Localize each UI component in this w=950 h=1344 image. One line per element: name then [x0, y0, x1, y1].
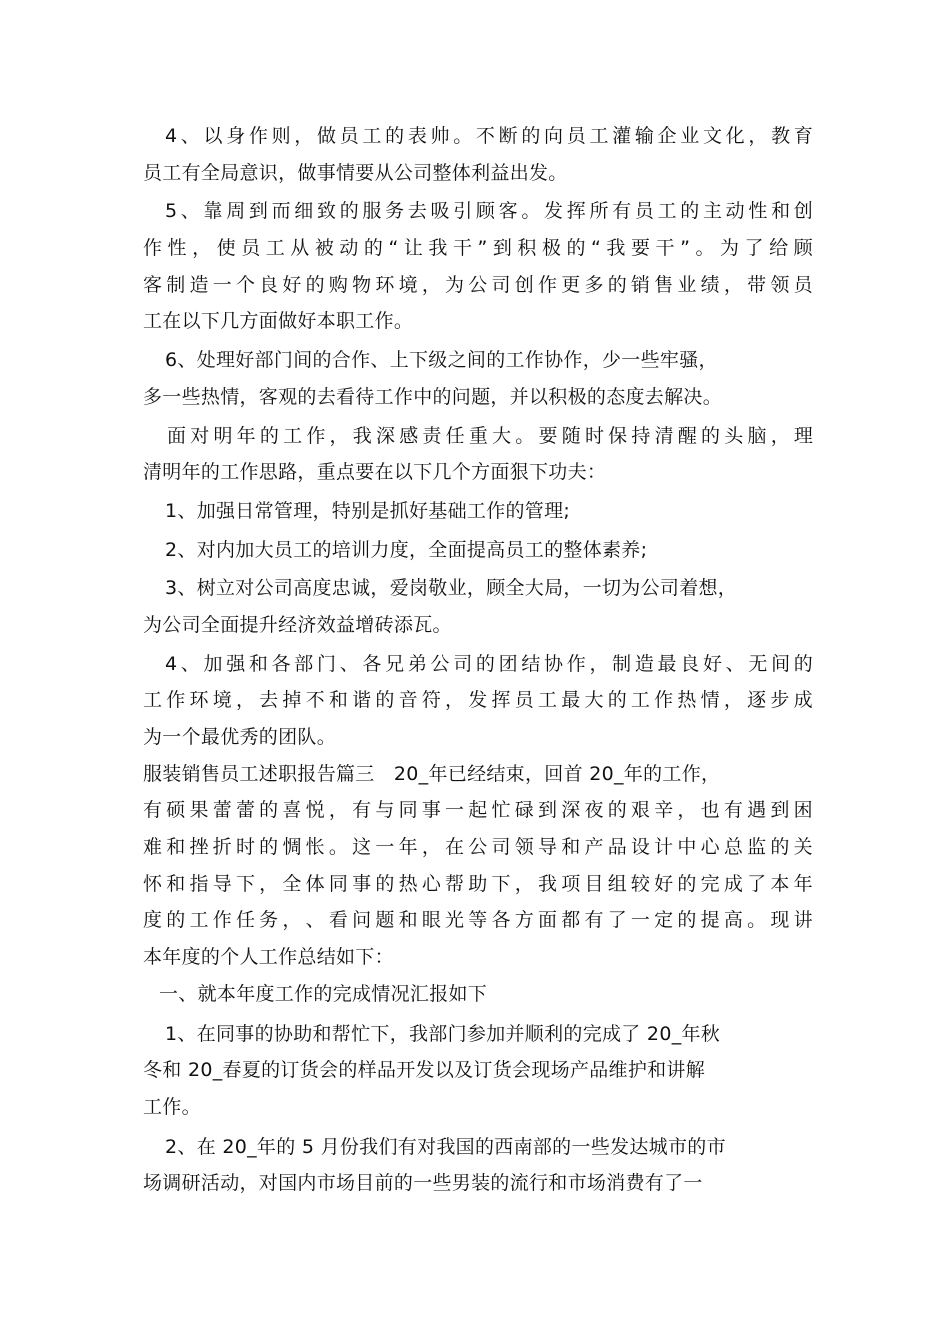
paragraph-line: 客 制 造 一 个 良 好 的 购 物 环 境 ， 为 公 司 创 作 更 多 的 销 售 业 绩 ， 带 领 员 [143, 273, 813, 296]
paragraph-line: 工 作 环 境 ， 去 掉 不 和 谐 的 音 符 ， 发 挥 员 工 最 大 的 工 作 热 情 ， 逐 步 成 [143, 689, 813, 712]
paragraph-line: 有 硕 果 蕾 蕾 的 喜 悦 ， 有 与 同 事 一 起 忙 碌 到 深 夜 的 艰 辛 ， 也 有 遇 到 困 [143, 799, 813, 822]
list-item: 2、在 20_年的 5 月份我们有对我国的西南部的一些发达城市的市 [165, 1135, 726, 1158]
paragraph-line: 场调研活动，对国内市场目前的一些男装的流行和市场消费有了一 [143, 1172, 703, 1195]
paragraph-line: 员工有全局意识，做事情要从公司整体利益出发。 [143, 161, 568, 184]
paragraph-line: 难 和 挫 折 时 的 惆 怅 。 这 一 年 ， 在 公 司 领 导 和 产 品 设 计 中 心 总 监 的 关 [143, 836, 813, 859]
list-item: 3、树立对公司高度忠诚，爱岗敬业，顾全大局，一切为公司着想， [165, 577, 738, 600]
section-heading-line: 服装销售员工述职报告篇三 20_年已经结束，回首 20_年的工作， [143, 762, 721, 785]
paragraph-line: 工作。 [143, 1095, 201, 1118]
list-item: 4 、 加 强 和 各 部 门 、 各 兄 弟 公 司 的 团 结 协 作 ， 制 造 最 良 好 、 无 间 的 [165, 652, 813, 675]
subheading: 一、就本年度工作的完成情况汇报如下 [159, 982, 488, 1005]
paragraph-line: 面 对 明 年 的 工 作 ， 我 深 感 责 任 重 大 。 要 随 时 保 持 清 醒 的 头 脑 ， 理 [167, 424, 813, 447]
paragraph-line: 为公司全面提升经济效益增砖添瓦。 [143, 613, 452, 636]
paragraph-line: 清明年的工作思路，重点要在以下几个方面狠下功夫： [143, 461, 607, 484]
document-body [143, 118, 813, 1202]
paragraph-line: 4 、 以 身 作 则 ， 做 员 工 的 表 帅 。 不 断 的 向 员 工 灌 输 企 业 文 化 ， 教 育 [165, 125, 813, 147]
list-item: 1、加强日常管理，特别是抓好基础工作的管理; [165, 499, 571, 522]
paragraph-line: 工在以下几方面做好本职工作。 [143, 310, 414, 333]
paragraph-line: 冬和 20_春夏的订货会的样品开发以及订货会现场产品维护和讲解 [143, 1059, 706, 1082]
list-item: 1、在同事的协助和帮忙下，我部门参加并顺利的完成了 20_年秋 [165, 1022, 721, 1045]
paragraph-line: 作 性 ， 使 员 工 从 被 动 的 “ 让 我 干 ” 到 积 极 的 “ 我 要 干 ” 。 为 了 给 顾 [143, 237, 813, 260]
paragraph-line: 6、处理好部门间的合作、上下级之间的工作协作，少一些牢骚， [165, 349, 718, 372]
list-item: 2、对内加大员工的培训力度，全面提高员工的整体素养; [165, 538, 648, 561]
paragraph-line: 5 、 靠 周 到 而 细 致 的 服 务 去 吸 引 顾 客 。 发 挥 所 有 员 工 的 主 动 性 和 创 [165, 200, 813, 223]
paragraph-line: 度 的 工 作 任 务 ， 、 看 问 题 和 眼 光 等 各 方 面 都 有 了 一 定 的 提 高 。 现 讲 [143, 909, 813, 932]
paragraph-line: 为一个最优秀的团队。 [143, 726, 337, 748]
paragraph-line: 怀 和 指 导 下 ， 全 体 同 事 的 热 心 帮 助 下 ， 我 项 目 组 较 好 的 完 成 了 本 年 [143, 872, 813, 895]
paragraph-line: 多一些热情，客观的去看待工作中的问题，并以积极的态度去解决。 [143, 385, 723, 408]
paragraph-line: 本年度的个人工作总结如下： [143, 946, 394, 969]
